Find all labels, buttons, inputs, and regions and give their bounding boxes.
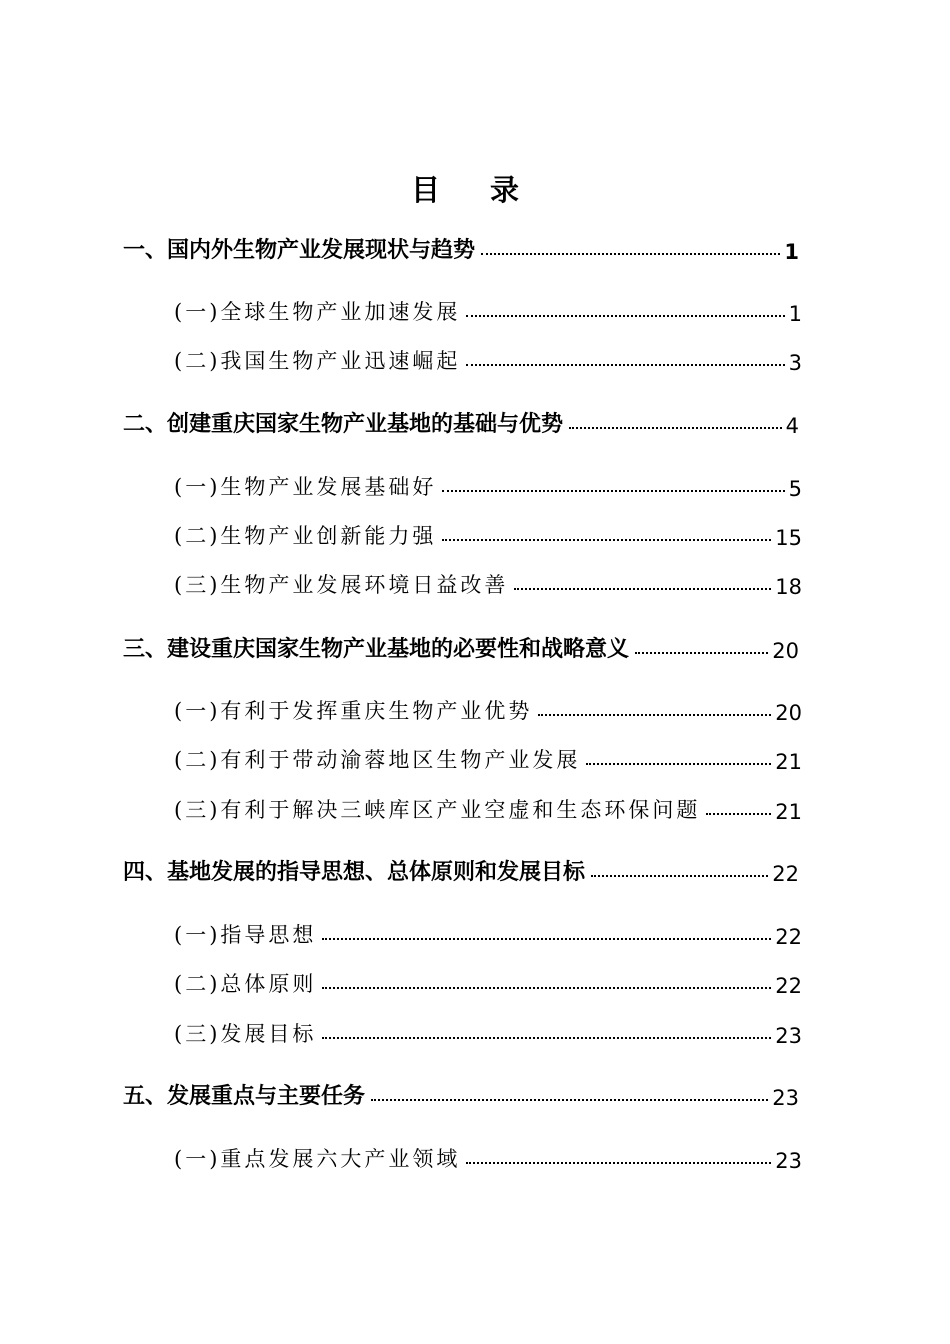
toc-entry-text: 一、国内外生物产业发展现状与趋势 (123, 238, 476, 263)
toc-leader-dots (322, 938, 771, 940)
toc-entry-page: 23 (775, 1024, 802, 1048)
toc-entry-3-1 (174, 691, 802, 725)
toc-entry-page: 22 (775, 974, 802, 998)
toc-entry-text: (一)生物产业发展基础好 (174, 475, 437, 499)
toc-entry-5 (123, 1076, 799, 1110)
toc-entry-page: 15 (775, 526, 802, 550)
toc-leader-dots (569, 427, 782, 429)
toc-entry-text: (一)全球生物产业加速发展 (174, 300, 461, 324)
toc-entry-1-2 (174, 341, 802, 375)
toc-entry-text: (二)有利于带动渝蓉地区生物产业发展 (174, 748, 581, 772)
toc-entry-page: 3 (788, 351, 802, 375)
toc-entry-page: 23 (775, 1149, 802, 1173)
toc-entry-text: (二)生物产业创新能力强 (174, 524, 437, 548)
toc-leader-dots (322, 987, 771, 989)
toc-entry-3-3 (174, 790, 802, 824)
toc-entry-text: (一)指导思想 (174, 923, 317, 947)
toc-entry-text: 三、建设重庆国家生物产业基地的必要性和战略意义 (123, 637, 630, 662)
toc-entry-page: 20 (775, 701, 802, 725)
toc-entry-page: 18 (775, 575, 802, 599)
toc-entry-text: (三)生物产业发展环境日益改善 (174, 573, 509, 597)
toc-entry-page: 21 (775, 800, 802, 824)
toc-title: 目 录 (410, 173, 540, 207)
toc-entry-text: (三)发展目标 (174, 1022, 317, 1046)
toc-entry-text: 五、发展重点与主要任务 (123, 1084, 366, 1109)
toc-leader-dots (442, 490, 784, 492)
toc-entry-text: (三)有利于解决三峡库区产业空虚和生态环保问题 (174, 798, 701, 822)
toc-entry-4 (123, 852, 799, 886)
toc-entry-text: (二)我国生物产业迅速崛起 (174, 349, 461, 373)
toc-leader-dots (442, 539, 771, 541)
toc-leader-dots (466, 1162, 771, 1164)
toc-leader-dots (481, 253, 780, 255)
toc-entry-3-2 (174, 740, 802, 774)
toc-leader-dots (466, 364, 784, 366)
toc-entry-4-1 (174, 915, 802, 949)
toc-entry-text: 四、基地发展的指导思想、总体原则和发展目标 (123, 860, 586, 885)
toc-entry-2-1 (174, 467, 802, 501)
toc-entry-4-2 (174, 964, 802, 998)
toc-entry-3 (123, 629, 799, 663)
toc-entry-page: 23 (772, 1086, 799, 1110)
toc-entry-2-2 (174, 516, 802, 550)
toc-entry-page: 20 (772, 639, 799, 663)
toc-entry-page: 21 (775, 750, 802, 774)
toc-entry-page: 1 (784, 240, 799, 264)
toc-entry-2 (123, 404, 799, 438)
toc-leader-dots (371, 1099, 768, 1101)
toc-entry-page: 22 (775, 925, 802, 949)
toc-entry-page: 5 (788, 477, 802, 501)
toc-leader-dots (586, 763, 771, 765)
toc-entry-2-3 (174, 565, 802, 599)
toc-leader-dots (635, 652, 768, 654)
toc-leader-dots (538, 714, 771, 716)
toc-entry-text: 二、创建重庆国家生物产业基地的基础与优势 (123, 412, 564, 437)
toc-entry-page: 4 (785, 414, 799, 438)
toc-entry-page: 22 (772, 862, 799, 886)
toc-entry-page: 1 (788, 302, 802, 326)
toc-entry-text: (一)有利于发挥重庆生物产业优势 (174, 699, 533, 723)
toc-entry-text: (一)重点发展六大产业领域 (174, 1147, 461, 1171)
toc-entry-5-1 (174, 1139, 802, 1173)
toc-entry-1 (123, 230, 799, 264)
toc-leader-dots (466, 315, 784, 317)
toc-entry-4-3 (174, 1014, 802, 1048)
toc-leader-dots (514, 588, 771, 590)
toc-entry-1-1 (174, 292, 802, 326)
toc-entry-text: (二)总体原则 (174, 972, 317, 996)
toc-leader-dots (706, 813, 771, 815)
toc-leader-dots (591, 875, 768, 877)
toc-leader-dots (322, 1037, 771, 1039)
